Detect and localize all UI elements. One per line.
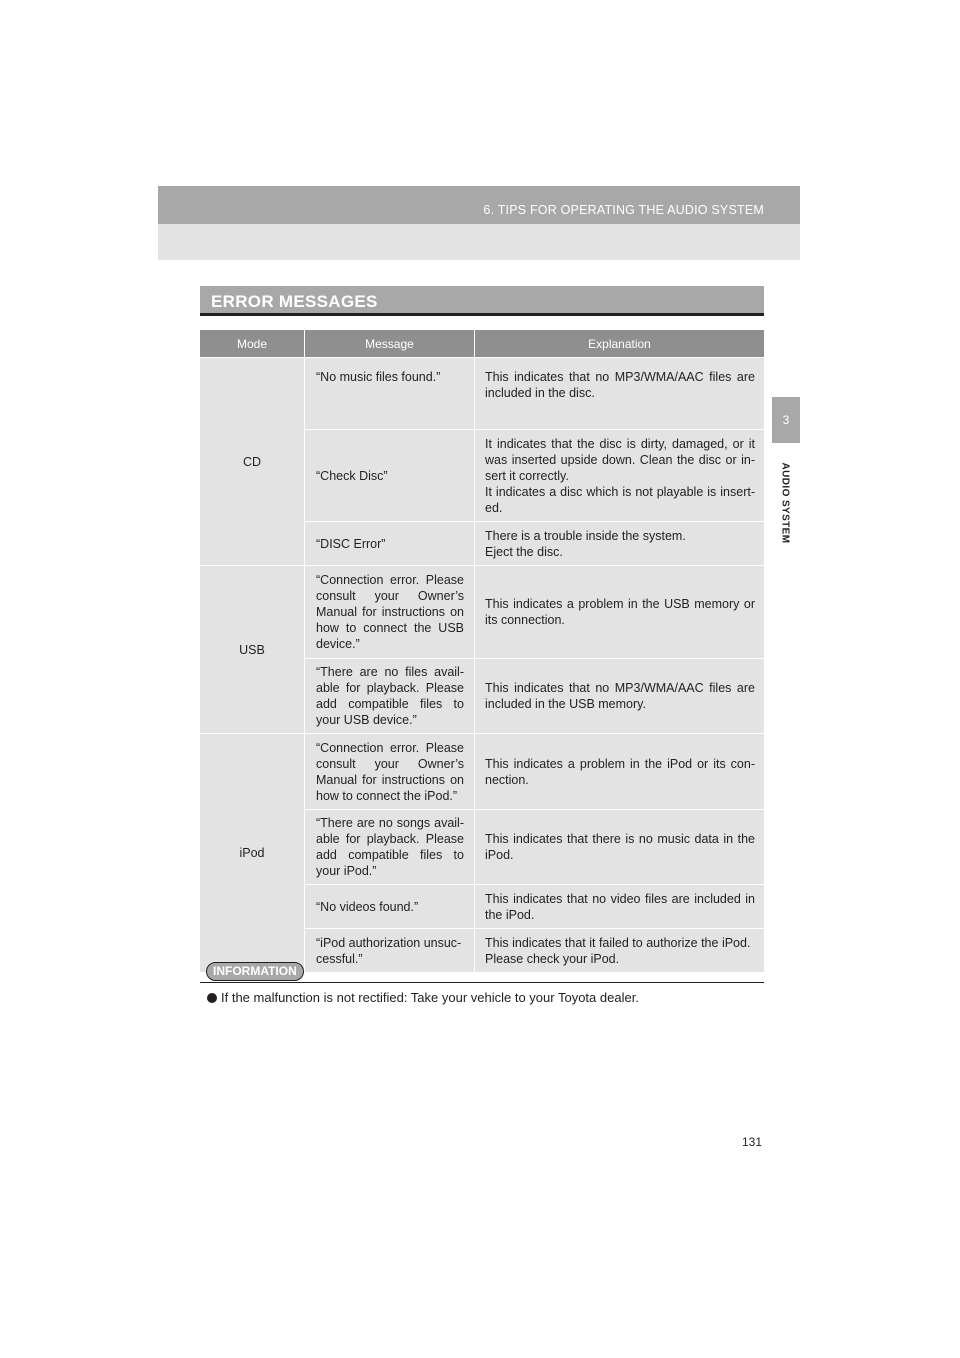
explanation-cell <box>475 885 764 928</box>
message-text: “Connection error. Please consult your Owner’s Manual for instructions on how to connect the USB device.” <box>316 573 464 651</box>
chapter-header <box>158 186 800 224</box>
message-cell <box>305 522 475 565</box>
page-number: 131 <box>742 1135 763 1149</box>
table-group-ipod <box>200 733 764 972</box>
explanation-text: This indicates a problem in the USB memory or its connection. <box>485 597 755 627</box>
column-header-explanation: Explanation <box>588 336 651 351</box>
explanation-cell <box>475 358 764 429</box>
mode-cell: iPod <box>200 734 305 972</box>
bullet-icon <box>207 993 217 1003</box>
section-heading <box>200 286 764 316</box>
explanation-cell <box>475 566 764 658</box>
mode-cell: USB <box>200 566 305 733</box>
message-text: “No videos found.” <box>316 899 419 914</box>
section-title: ERROR MESSAGES <box>211 292 378 311</box>
explanation-text: This indicates a problem in the iPod or its con-nection. <box>485 756 755 787</box>
explanation-text: This indicates that there is no music data in the iPod. <box>485 832 755 862</box>
table-row <box>305 809 764 884</box>
explanation-cell <box>475 929 764 972</box>
column-header-mode: Mode <box>200 330 305 357</box>
table-row <box>305 884 764 928</box>
message-cell <box>305 734 475 809</box>
explanation-cell <box>475 734 764 809</box>
message-text: “iPod authorization unsuc-cessful.” <box>316 935 462 966</box>
table-group-usb <box>200 565 764 733</box>
explanation-text-2: It indicates a disc which is not playable is insert-ed. <box>485 484 755 515</box>
mode-cell: CD <box>200 358 305 565</box>
message-cell <box>305 885 475 928</box>
message-cell <box>305 659 475 733</box>
chapter-title: 6. TIPS FOR OPERATING THE AUDIO SYSTEM <box>483 203 764 217</box>
column-header-message: Message <box>305 330 475 357</box>
explanation-cell <box>475 810 764 884</box>
chapter-tab <box>772 397 800 443</box>
explanation-cell <box>475 522 764 565</box>
explanation-text: This indicates that no MP3/WMA/AAC files are included in the USB memory. <box>485 681 755 711</box>
chapter-side-label <box>770 448 800 558</box>
information-item <box>207 990 639 1005</box>
message-cell <box>305 566 475 658</box>
message-text: “There are no songs avail-able for playback. Please add compatible files to your iPod.” <box>316 816 464 878</box>
explanation-text-2: Please check your iPod. <box>485 951 620 966</box>
message-text: “No music files found.” <box>316 370 441 384</box>
message-cell <box>305 810 475 884</box>
table-row <box>305 429 764 521</box>
explanation-text: This indicates that no MP3/WMA/AAC files are included in the disc. <box>485 370 755 400</box>
chapter-tab-number: 3 <box>782 413 790 427</box>
explanation-text: This indicates that it failed to authorize the iPod. <box>485 935 751 950</box>
message-text: “There are no files avail-able for playback. Please add compatible files to your USB device.” <box>316 665 464 727</box>
explanation-text: It indicates that the disc is dirty, damaged, or it was inserted upside down. Clean the disc or in-sert it correctly. <box>485 436 755 483</box>
table-row <box>305 521 764 565</box>
message-cell <box>305 929 475 972</box>
message-cell <box>305 430 475 521</box>
message-text: “DISC Error” <box>316 536 386 551</box>
message-text: “Check Disc” <box>316 468 388 483</box>
table-row <box>305 566 764 658</box>
information-rule <box>200 982 764 983</box>
message-text: “Connection error. Please consult your Owner’s Manual for instructions on how to connect the iPod.” <box>316 740 464 803</box>
explanation-cell <box>475 430 764 521</box>
table-row <box>305 928 764 972</box>
explanation-cell <box>475 659 764 733</box>
table-row <box>305 358 764 429</box>
chapter-side-label-text: AUDIO SYSTEM <box>779 462 791 544</box>
table-header-row <box>200 330 764 357</box>
information-item-text: If the malfunction is not rectified: Take your vehicle to your Toyota dealer. <box>221 990 639 1005</box>
error-messages-table <box>200 330 764 972</box>
explanation-text-2: Eject the disc. <box>485 544 563 559</box>
table-row <box>305 658 764 733</box>
explanation-text: This indicates that no video files are included in the iPod. <box>485 891 755 922</box>
table-group-cd <box>200 357 764 565</box>
explanation-text: There is a trouble inside the system. <box>485 528 686 543</box>
table-row <box>305 734 764 809</box>
information-badge: INFORMATION <box>206 962 304 981</box>
message-cell <box>305 358 475 429</box>
